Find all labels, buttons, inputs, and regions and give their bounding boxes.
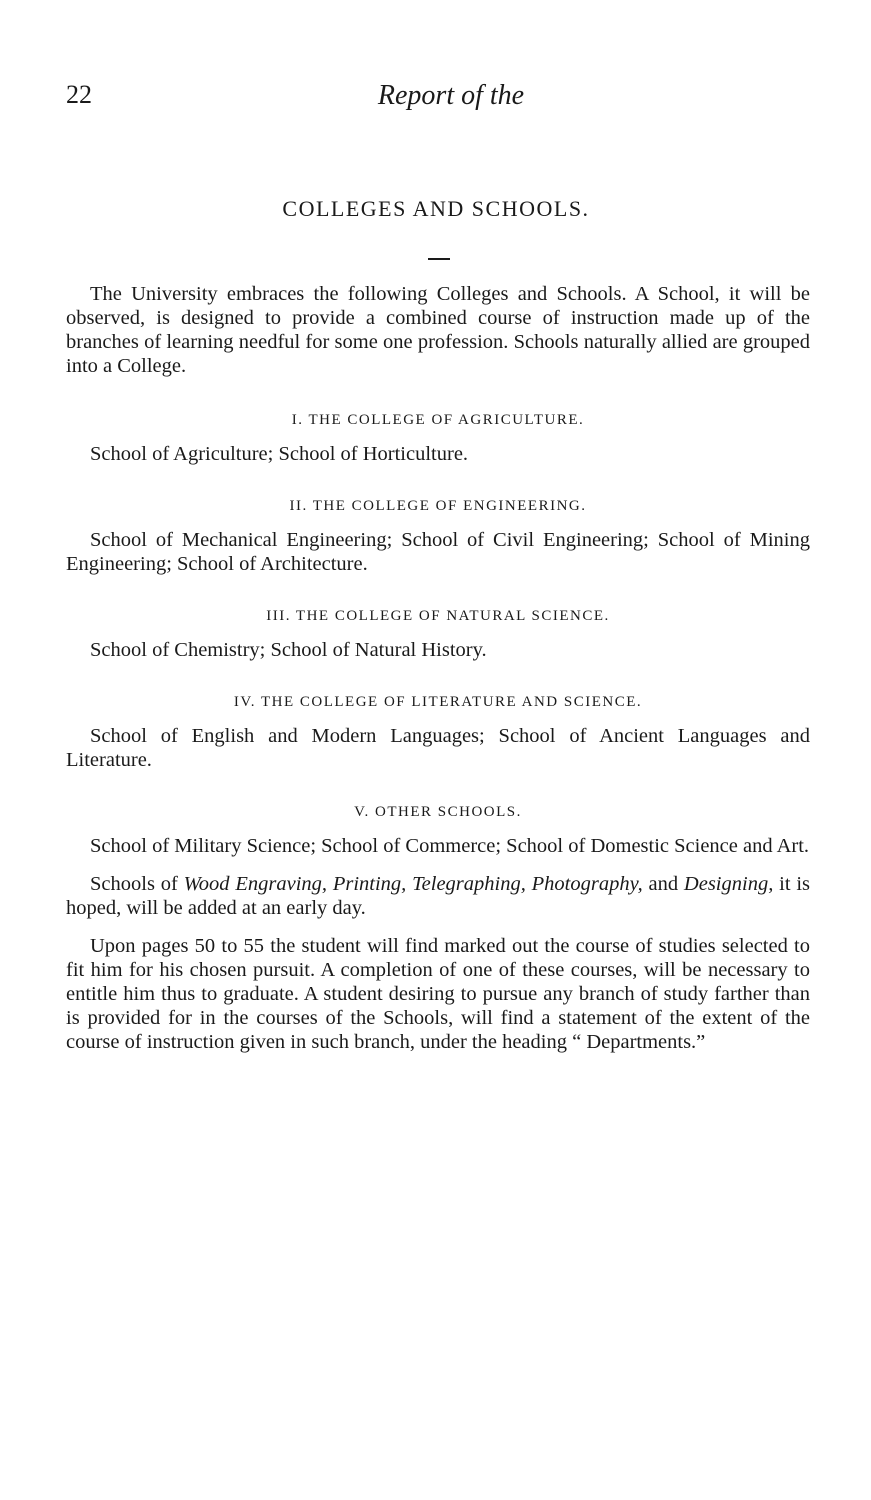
future-telegraphing: Telegraphing, [412,873,526,895]
future-wood-engraving: Wood Engraving, [183,873,328,895]
future-tail: it is hoped, will be added at an early day. [66,873,811,919]
college-heading-natural-science: III. THE COLLEGE OF NATURAL SCIENCE. [266,608,610,624]
running-title: Report of the [377,80,525,111]
college-schools-agriculture: School of Agriculture; School of Horticulture. [90,443,469,465]
page-number: 22 [66,80,92,109]
future-lead: Schools of [90,873,184,895]
college-schools-engineering: School of Mechanical Engineering; School of Civil Engineering; School of Mining Engineering; School of Architecture. [66,529,810,575]
section-title: COLLEGES AND SCHOOLS. [282,196,590,221]
college-heading-literature-science: IV. THE COLLEGE OF LITERATURE AND SCIENCE. [233,694,643,710]
future-schools-paragraph [66,872,810,920]
future-and: and [642,873,684,895]
running-head [66,80,806,120]
future-printing: Printing, [332,873,407,895]
college-heading-other-schools: V. OTHER SCHOOLS. [354,804,522,820]
college-schools-natural-science: School of Chemistry; School of Natural History. [90,639,487,661]
college-schools-literature-science: School of English and Modern Languages; School of Ancient Languages and Literature. [66,725,810,771]
intro-paragraph: The University embraces the following Colleges and Schools. A School, it will be observed, is designed to provide a combined course of instruction made up of the branches of learning needful for some one profession. Schools naturally allied are grouped into a College. [66,283,810,377]
future-photography: Photography, [531,873,643,895]
future-designing: Designing, [683,873,774,895]
closing-paragraph: Upon pages 50 to 55 the student will find marked out the course of studies selected to fit him for his chosen pursuit. A completion of one of these courses, will be necessary to entitle him thus to graduate. A student desiring to pursue any branch of study farther than is provided for in the courses of the Schools, will find a statement of the extent of the course of instruction given in such branch, under the heading “ Departments.” [66,935,810,1053]
body-text [66,282,810,1054]
college-heading-engineering: II. THE COLLEGE OF ENGINEERING. [289,498,587,514]
title-rule [428,258,450,260]
college-heading-agriculture: I. THE COLLEGE OF AGRICULTURE. [291,412,585,428]
college-schools-other: School of Military Science; School of Commerce; School of Domestic Science and Art. [90,835,810,857]
